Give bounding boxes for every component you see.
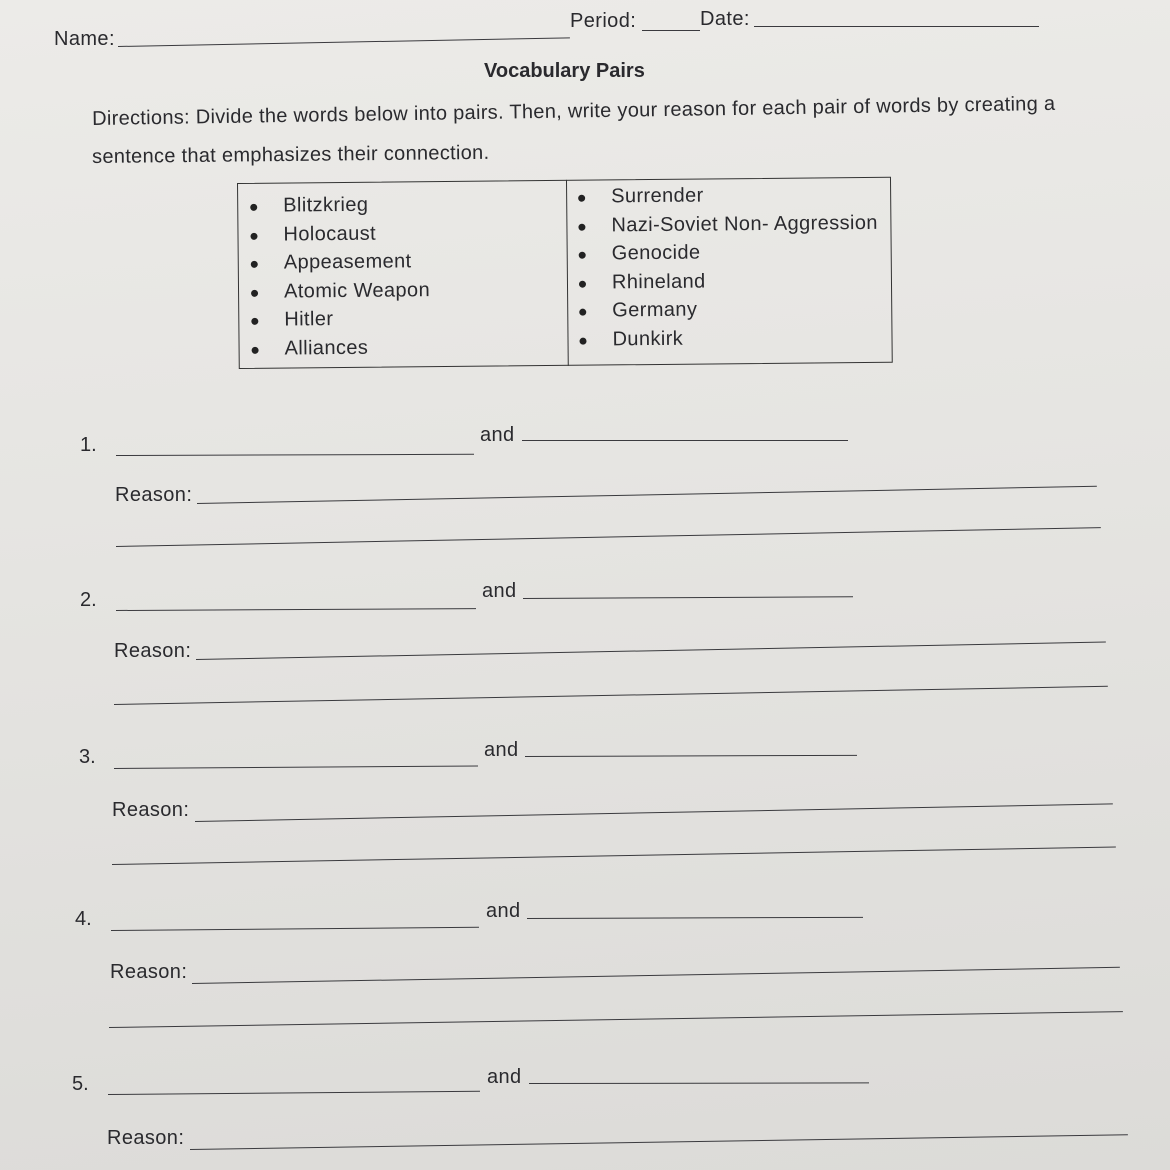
word-bank-table [237, 177, 893, 366]
and-label: and [484, 739, 519, 761]
pair-word-2-field[interactable] [525, 755, 857, 757]
pair-word-2-field[interactable] [529, 1082, 869, 1084]
and-label: and [486, 900, 521, 922]
page-title: Vocabulary Pairs [484, 60, 645, 82]
bullet-icon [250, 204, 257, 211]
bullet-icon [252, 347, 259, 354]
directions-line-2: sentence that emphasizes their connection. [92, 141, 490, 168]
date-label: Date: [700, 8, 750, 30]
reason-line-2[interactable] [114, 686, 1108, 705]
word-bank-left-column [247, 193, 431, 366]
name-field[interactable] [118, 37, 570, 47]
word-item: Surrender [575, 183, 878, 214]
reason-label: Reason: [112, 799, 190, 821]
pair-word-2-field[interactable] [523, 596, 853, 599]
bullet-icon [251, 318, 258, 325]
bullet-icon [579, 252, 586, 259]
reason-line-1[interactable] [192, 967, 1120, 984]
date-field[interactable] [754, 26, 1039, 27]
item-number: 2. [80, 589, 97, 611]
reason-line-2[interactable] [112, 846, 1116, 865]
word-item: Appeasement [248, 250, 430, 280]
pair-word-2-field[interactable] [527, 917, 863, 919]
word-item: Germany [576, 297, 879, 328]
reason-label: Reason: [114, 640, 192, 662]
word-item: Atomic Weapon [248, 279, 430, 309]
pair-word-2-field[interactable] [522, 440, 848, 441]
period-label: Period: [570, 10, 637, 32]
bullet-icon [578, 195, 585, 202]
word-item: Rhineland [576, 269, 879, 300]
item-number: 5. [72, 1073, 89, 1095]
reason-line-1[interactable] [190, 1134, 1128, 1150]
reason-label: Reason: [107, 1127, 185, 1149]
bullet-icon [579, 309, 586, 316]
bullet-icon [251, 261, 258, 268]
reason-line-1[interactable] [196, 642, 1106, 660]
bullet-icon [578, 223, 585, 230]
reason-label: Reason: [115, 484, 193, 506]
pair-word-1-field[interactable] [116, 608, 476, 611]
directions-line-1: Directions: Divide the words below into pairs. Then, write your reason for each pair of words by creating a [92, 92, 1056, 130]
bullet-icon [580, 338, 587, 345]
bullet-icon [250, 232, 257, 239]
bullet-icon [251, 290, 258, 297]
word-item: Hitler [248, 308, 430, 338]
word-bank-right-column [575, 183, 879, 357]
and-label: and [480, 424, 515, 446]
reason-line-2[interactable] [109, 1011, 1123, 1028]
reason-line-1[interactable] [195, 803, 1113, 822]
bullet-icon [579, 280, 586, 287]
name-label: Name: [54, 28, 115, 50]
word-item: Nazi-Soviet Non- Aggression [575, 211, 878, 242]
word-item: Blitzkrieg [247, 193, 429, 223]
pair-word-1-field[interactable] [111, 927, 479, 931]
item-number: 3. [79, 746, 96, 768]
pair-word-1-field[interactable] [116, 454, 474, 456]
word-item: Genocide [576, 240, 879, 271]
reason-line-1[interactable] [197, 486, 1097, 504]
and-label: and [487, 1066, 522, 1088]
reason-label: Reason: [110, 961, 188, 983]
word-item: Dunkirk [576, 326, 879, 357]
word-item: Alliances [248, 336, 430, 366]
pair-word-1-field[interactable] [108, 1091, 480, 1095]
word-item: Holocaust [247, 222, 429, 252]
pair-word-1-field[interactable] [114, 765, 478, 769]
and-label: and [482, 580, 517, 602]
item-number: 4. [75, 908, 92, 930]
reason-line-2[interactable] [116, 527, 1101, 547]
item-number: 1. [80, 434, 97, 456]
period-field[interactable] [642, 30, 700, 31]
